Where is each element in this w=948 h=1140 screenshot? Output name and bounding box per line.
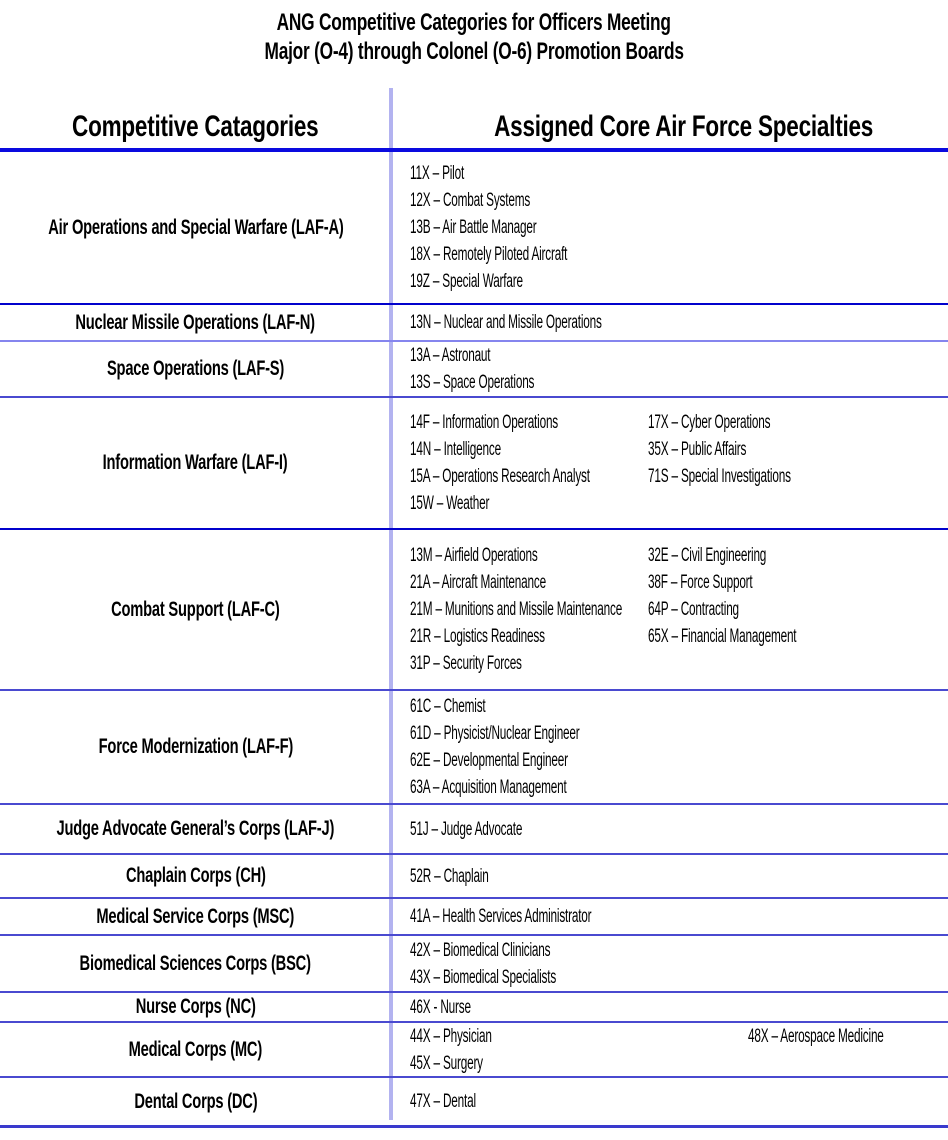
specialty-list [410, 994, 648, 1021]
category-label: Air Operations and Special Warfare (LAF-A) [47, 215, 344, 239]
specialties-cell [391, 805, 948, 853]
specialty-item-text: 13S – Space Operations [410, 372, 535, 393]
category-cell [0, 899, 391, 934]
specialty-item [410, 309, 648, 336]
specialty-item [410, 268, 648, 295]
title-line-1 [0, 8, 948, 37]
specialty-list [410, 693, 648, 801]
specialty-list [410, 903, 648, 930]
specialty-item [410, 964, 648, 991]
page-title [0, 0, 948, 88]
category-cell [0, 1023, 391, 1076]
table-row [0, 805, 948, 855]
specialty-list [410, 1088, 648, 1115]
specialty-item-text: 38F – Force Support [648, 572, 753, 593]
specialty-item [410, 994, 648, 1021]
specialty-item [410, 1050, 648, 1077]
specialty-item [410, 160, 648, 187]
category-cell [0, 305, 391, 340]
specialty-item-text: 17X – Cyber Operations [648, 412, 771, 433]
specialty-item-text: 48X – Aerospace Medicine [748, 1025, 884, 1047]
specialty-item-text: 13M – Airfield Operations [410, 545, 538, 566]
category-cell [0, 855, 391, 897]
specialty-item-text: 32E – Civil Engineering [648, 545, 767, 566]
category-label: Space Operations (LAF-S) [106, 357, 285, 380]
specialty-item-text: 31P – Security Forces [410, 653, 522, 674]
category-cell [0, 993, 391, 1021]
specialty-item [410, 747, 648, 774]
specialties-cell [391, 1023, 948, 1076]
specialty-item-text: 19Z – Special Warfare [410, 271, 523, 292]
specialty-item [410, 463, 648, 490]
specialty-list [648, 542, 887, 650]
specialties-cell [391, 855, 948, 897]
specialty-item [648, 596, 887, 623]
specialty-item-text: 15W – Weather [410, 493, 490, 514]
table-row [0, 152, 948, 305]
specialty-item-text: 42X – Biomedical Clinicians [410, 939, 551, 961]
column-header-specialties [391, 88, 948, 148]
specialty-item [410, 214, 648, 241]
specialty-item [410, 720, 648, 747]
specialty-item-text: 21A – Aircraft Maintenance [410, 572, 546, 593]
specialty-item-text: 12X – Combat Systems [410, 190, 531, 211]
specialties-cell [391, 899, 948, 934]
specialty-list [410, 863, 648, 890]
specialties-cell [391, 530, 948, 689]
specialty-item [410, 693, 648, 720]
table-row [0, 855, 948, 899]
table-row [0, 993, 948, 1023]
specialty-item [410, 409, 648, 436]
specialty-list [748, 1023, 948, 1050]
column-header-specialties-text: Assigned Core Air Force Specialties [494, 110, 873, 143]
category-label: Medical Service Corps (MSC) [96, 904, 295, 928]
specialty-item-text: 62E – Developmental Engineer [410, 750, 568, 771]
table-header-row [0, 88, 948, 152]
specialty-item [410, 596, 648, 623]
specialty-item [410, 863, 648, 890]
table-row [0, 530, 948, 691]
specialty-list [648, 409, 878, 490]
specialty-item [410, 569, 648, 596]
specialty-item-text: 44X – Physician [410, 1025, 492, 1047]
specialty-list [410, 409, 648, 517]
specialty-item [410, 816, 648, 843]
specialty-item [410, 774, 648, 801]
specialty-item [410, 937, 648, 964]
category-label: Nurse Corps (NC) [135, 995, 256, 1018]
category-cell [0, 342, 391, 396]
specialty-item [410, 542, 648, 569]
specialties-cell [391, 993, 948, 1021]
table-row [0, 899, 948, 936]
table-row [0, 342, 948, 398]
specialty-item [410, 650, 648, 677]
column-header-categories [0, 88, 391, 148]
specialty-item [410, 342, 648, 369]
category-label: Combat Support (LAF-C) [111, 597, 280, 621]
specialty-item-text: 14F – Information Operations [410, 412, 559, 433]
specialty-item-text: 35X – Public Affairs [648, 439, 747, 460]
category-label: Nuclear Missile Operations (LAF-N) [75, 310, 316, 334]
specialties-cell [391, 936, 948, 991]
specialty-item-text: 18X – Remotely Piloted Aircraft [410, 244, 568, 265]
specialty-item-text: 13A – Astronaut [410, 345, 491, 366]
categories-table [0, 88, 948, 1128]
specialty-item-text: 71S – Special Investigations [648, 466, 791, 487]
category-cell [0, 1078, 391, 1125]
specialty-item-text: 14N – Intelligence [410, 439, 501, 460]
specialty-item [410, 490, 648, 517]
category-cell [0, 691, 391, 803]
specialty-list [410, 1023, 648, 1077]
category-cell [0, 152, 391, 303]
specialty-item-text: 13N – Nuclear and Missile Operations [410, 312, 602, 333]
specialty-item-text: 61C – Chemist [410, 696, 486, 717]
category-cell [0, 530, 391, 689]
title-line-2 [0, 37, 948, 66]
specialty-item [410, 436, 648, 463]
category-cell [0, 936, 391, 991]
specialty-item [410, 903, 648, 930]
specialty-item-text: 61D – Physicist/Nuclear Engineer [410, 723, 580, 744]
specialty-item-text: 43X – Biomedical Specialists [410, 966, 557, 988]
category-cell [0, 805, 391, 853]
specialty-item [748, 1023, 948, 1050]
specialty-list [410, 816, 648, 843]
specialties-cell [391, 691, 948, 803]
table-row [0, 398, 948, 530]
table-row [0, 305, 948, 342]
specialty-list [410, 542, 648, 677]
category-label: Information Warfare (LAF-I) [103, 451, 288, 474]
table-row [0, 1078, 948, 1128]
table-row [0, 691, 948, 805]
specialty-item [410, 187, 648, 214]
specialty-item [410, 1023, 648, 1050]
specialty-item [410, 1088, 648, 1115]
specialty-item-text: 45X – Surgery [410, 1052, 483, 1074]
specialty-item-text: 63A – Acquisition Management [410, 777, 567, 798]
category-label: Dental Corps (DC) [133, 1089, 258, 1113]
specialties-cell [391, 305, 948, 340]
specialty-list [410, 309, 648, 336]
category-cell [0, 398, 391, 528]
specialty-item [648, 569, 887, 596]
specialties-cell [391, 152, 948, 303]
specialty-item-text: 52R – Chaplain [410, 865, 489, 887]
specialties-cell [391, 1078, 948, 1125]
specialty-item-text: 51J – Judge Advocate [410, 818, 523, 840]
specialty-item [648, 463, 878, 490]
title-line-1-text: ANG Competitive Categories for Officers Meeting [276, 9, 672, 36]
specialty-item [410, 369, 648, 396]
category-label: Judge Advocate General’s Corps (LAF-J) [56, 817, 335, 840]
specialties-cell [391, 342, 948, 396]
specialty-item [648, 623, 887, 650]
specialty-item-text: 41A – Health Services Administrator [410, 906, 592, 927]
column-header-categories-text: Competitive Catagories [72, 110, 319, 143]
specialty-item-text: 21R – Logistics Readiness [410, 626, 545, 647]
specialty-item-text: 15A – Operations Research Analyst [410, 466, 590, 487]
category-label: Biomedical Sciences Corps (BSC) [79, 951, 312, 975]
specialty-item-text: 64P – Contracting [648, 599, 739, 620]
specialty-item [648, 436, 878, 463]
specialty-item-text: 13B – Air Battle Manager [410, 217, 537, 238]
specialty-item-text: 11X – Pilot [410, 163, 465, 184]
table-row [0, 936, 948, 993]
category-label: Chaplain Corps (CH) [125, 864, 266, 887]
specialties-cell [391, 398, 948, 528]
specialty-list [410, 342, 648, 396]
specialty-item [410, 241, 648, 268]
title-line-2-text: Major (O-4) through Colonel (O-6) Promotion Boards [264, 38, 684, 65]
category-label: Force Modernization (LAF-F) [98, 735, 293, 758]
specialty-item [648, 409, 878, 436]
table-body [0, 152, 948, 1128]
specialty-item-text: 47X – Dental [410, 1091, 476, 1112]
specialty-item [410, 623, 648, 650]
specialty-list [410, 160, 648, 295]
table-row [0, 1023, 948, 1078]
specialty-item-text: 46X - Nurse [410, 996, 471, 1018]
specialty-list [410, 937, 648, 991]
category-label: Medical Corps (MC) [128, 1037, 263, 1061]
specialty-item-text: 21M – Munitions and Missile Maintenance [410, 599, 623, 620]
specialty-item [648, 542, 887, 569]
specialty-item-text: 65X – Financial Management [648, 626, 797, 647]
